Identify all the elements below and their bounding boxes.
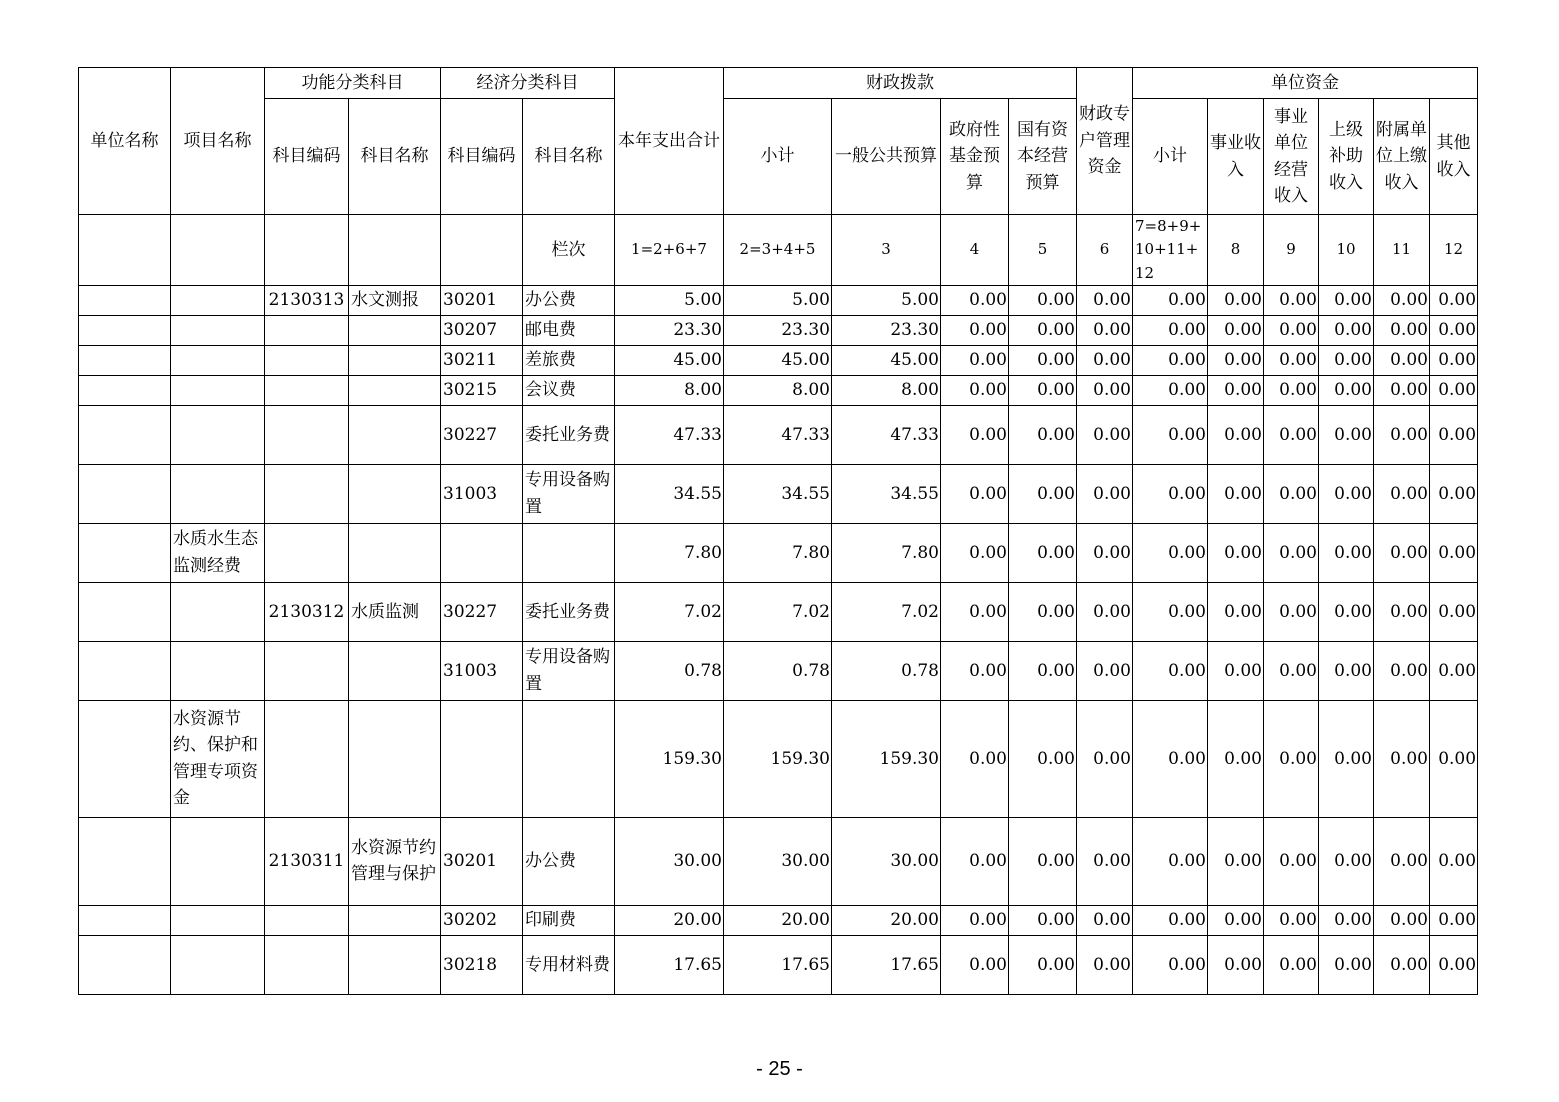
cell-amount-col-5: 0.00: [1009, 582, 1077, 641]
column-number-cell: 3: [832, 215, 941, 286]
cell-amount-col-2: 7.02: [724, 582, 832, 641]
cell-amount-col-3: 7.02: [832, 582, 941, 641]
cell-unit-name: [79, 935, 171, 994]
cell-amount-col-9: 0.00: [1264, 817, 1319, 905]
cell-unit-name: [79, 641, 171, 700]
cell-amount-col-12: 0.00: [1430, 523, 1478, 582]
cell-amount-col-3: 23.30: [832, 315, 941, 345]
cell-project-name: [171, 817, 265, 905]
cell-amount-col-6: 0.00: [1077, 817, 1133, 905]
cell-project-name: [171, 905, 265, 935]
cell-amount-col-3: 30.00: [832, 817, 941, 905]
cell-amount-col-3: 0.78: [832, 641, 941, 700]
cell-amount-col-8: 0.00: [1208, 375, 1264, 405]
cell-amount-col-3: 159.30: [832, 700, 941, 817]
cell-amount-col-3: 5.00: [832, 285, 941, 315]
cell-econ-code: 31003: [441, 641, 523, 700]
cell-func-name: [349, 700, 441, 817]
cell-project-name: [171, 641, 265, 700]
header-business-operating-income: 事业单位经营收入: [1264, 99, 1319, 215]
cell-econ-name: 会议费: [523, 375, 615, 405]
cell-amount-col-9: 0.00: [1264, 375, 1319, 405]
cell-amount-col-11: 0.00: [1374, 935, 1430, 994]
cell-amount-col-10: 0.00: [1319, 523, 1374, 582]
cell-econ-code: 30201: [441, 285, 523, 315]
cell-amount-col-1: 34.55: [615, 464, 724, 523]
cell-amount-col-11: 0.00: [1374, 905, 1430, 935]
column-number-cell: 12: [1430, 215, 1478, 286]
cell-amount-col-8: 0.00: [1208, 935, 1264, 994]
cell-amount-col-6: 0.00: [1077, 464, 1133, 523]
cell-project-name: [171, 405, 265, 464]
cell-amount-col-1: 30.00: [615, 817, 724, 905]
cell-econ-name: 办公费: [523, 817, 615, 905]
table-row: [79, 405, 1478, 464]
column-number-cell: 6: [1077, 215, 1133, 286]
cell-amount-col-6: 0.00: [1077, 905, 1133, 935]
cell-amount-col-7: 0.00: [1133, 582, 1208, 641]
header-fiscal-appropriation: 财政拨款: [724, 68, 1077, 99]
cell-project-name: 水质水生态监测经费: [171, 523, 265, 582]
cell-unit-name: [79, 315, 171, 345]
table-row: [79, 523, 1478, 582]
cell-amount-col-4: 0.00: [941, 905, 1009, 935]
cell-econ-name: 专用材料费: [523, 935, 615, 994]
cell-amount-col-8: 0.00: [1208, 345, 1264, 375]
cell-amount-col-2: 45.00: [724, 345, 832, 375]
cell-amount-col-1: 159.30: [615, 700, 724, 817]
cell-amount-col-11: 0.00: [1374, 375, 1430, 405]
cell-amount-col-12: 0.00: [1430, 405, 1478, 464]
cell-econ-name: 委托业务费: [523, 405, 615, 464]
cell-amount-col-1: 17.65: [615, 935, 724, 994]
table-row: [79, 375, 1478, 405]
cell-project-name: [171, 935, 265, 994]
header-other-income: 其他收入: [1430, 99, 1478, 215]
cell-econ-name: 印刷费: [523, 905, 615, 935]
cell-amount-col-3: 17.65: [832, 935, 941, 994]
cell-econ-code: [441, 523, 523, 582]
cell-econ-code: 30227: [441, 582, 523, 641]
cell-amount-col-8: 0.00: [1208, 464, 1264, 523]
cell-econ-code: 30201: [441, 817, 523, 905]
cell-func-code: [265, 464, 349, 523]
table-row: [79, 700, 1478, 817]
cell-amount-col-11: 0.00: [1374, 641, 1430, 700]
cell-amount-col-9: 0.00: [1264, 523, 1319, 582]
table-row: [79, 905, 1478, 935]
cell-func-code: [265, 375, 349, 405]
cell-unit-name: [79, 464, 171, 523]
cell-amount-col-5: 0.00: [1009, 375, 1077, 405]
cell-amount-col-10: 0.00: [1319, 285, 1374, 315]
header-project-name: 项目名称: [171, 68, 265, 215]
cell-func-code: [265, 700, 349, 817]
cell-amount-col-5: 0.00: [1009, 700, 1077, 817]
cell-unit-name: [79, 523, 171, 582]
cell-amount-col-5: 0.00: [1009, 285, 1077, 315]
cell-amount-col-1: 0.78: [615, 641, 724, 700]
cell-amount-col-10: 0.00: [1319, 905, 1374, 935]
cell-unit-name: [79, 700, 171, 817]
cell-amount-col-5: 0.00: [1009, 817, 1077, 905]
cell-amount-col-2: 17.65: [724, 935, 832, 994]
cell-amount-col-7: 0.00: [1133, 641, 1208, 700]
cell-func-name: [349, 464, 441, 523]
header-economic-classification: 经济分类科目: [441, 68, 615, 99]
cell-econ-name: [523, 700, 615, 817]
cell-amount-col-3: 7.80: [832, 523, 941, 582]
column-number-cell: 2=3+4+5: [724, 215, 832, 286]
cell-amount-col-9: 0.00: [1264, 405, 1319, 464]
column-number-cell: 1=2+6+7: [615, 215, 724, 286]
cell-amount-col-1: 45.00: [615, 345, 724, 375]
cell-econ-code: 30202: [441, 905, 523, 935]
cell-amount-col-3: 34.55: [832, 464, 941, 523]
cell-amount-col-1: 7.02: [615, 582, 724, 641]
cell-amount-col-11: 0.00: [1374, 523, 1430, 582]
cell-amount-col-12: 0.00: [1430, 905, 1478, 935]
cell-func-code: [265, 641, 349, 700]
table-row: [79, 582, 1478, 641]
cell-amount-col-4: 0.00: [941, 817, 1009, 905]
cell-amount-col-4: 0.00: [941, 523, 1009, 582]
table-row: [79, 641, 1478, 700]
cell-amount-col-5: 0.00: [1009, 523, 1077, 582]
cell-amount-col-11: 0.00: [1374, 700, 1430, 817]
cell-amount-col-9: 0.00: [1264, 935, 1319, 994]
table-row: [79, 464, 1478, 523]
cell-amount-col-3: 20.00: [832, 905, 941, 935]
cell-amount-col-12: 0.00: [1430, 817, 1478, 905]
cell-amount-col-8: 0.00: [1208, 315, 1264, 345]
cell-amount-col-7: 0.00: [1133, 905, 1208, 935]
cell-amount-col-5: 0.00: [1009, 641, 1077, 700]
cell-econ-code: 31003: [441, 464, 523, 523]
cell-amount-col-6: 0.00: [1077, 641, 1133, 700]
cell-unit-name: [79, 582, 171, 641]
cell-amount-col-9: 0.00: [1264, 700, 1319, 817]
cell-econ-name: 差旅费: [523, 345, 615, 375]
cell-econ-code: 30227: [441, 405, 523, 464]
cell-amount-col-5: 0.00: [1009, 405, 1077, 464]
header-func-subject-name: 科目名称: [349, 99, 441, 215]
header-econ-subject-name: 科目名称: [523, 99, 615, 215]
cell-amount-col-7: 0.00: [1133, 375, 1208, 405]
cell-amount-col-5: 0.00: [1009, 315, 1077, 345]
column-number-label: 栏次: [523, 215, 615, 286]
cell-amount-col-2: 23.30: [724, 315, 832, 345]
cell-amount-col-4: 0.00: [941, 345, 1009, 375]
cell-amount-col-7: 0.00: [1133, 345, 1208, 375]
cell-amount-col-11: 0.00: [1374, 582, 1430, 641]
column-number-cell: 7=8+9+10+11+12: [1133, 215, 1208, 286]
header-fiscal-special-account: 财政专户管理资金: [1077, 68, 1133, 215]
cell-amount-col-11: 0.00: [1374, 315, 1430, 345]
cell-amount-col-12: 0.00: [1430, 315, 1478, 345]
header-state-capital-budget: 国有资本经营预算: [1009, 99, 1077, 215]
column-number-cell: [441, 215, 523, 286]
cell-amount-col-8: 0.00: [1208, 405, 1264, 464]
header-general-public-budget: 一般公共预算: [832, 99, 941, 215]
cell-econ-code: 30211: [441, 345, 523, 375]
cell-project-name: [171, 464, 265, 523]
cell-econ-name: 邮电费: [523, 315, 615, 345]
cell-amount-col-4: 0.00: [941, 700, 1009, 817]
cell-amount-col-7: 0.00: [1133, 285, 1208, 315]
cell-func-code: [265, 405, 349, 464]
cell-amount-col-11: 0.00: [1374, 817, 1430, 905]
cell-amount-col-7: 0.00: [1133, 817, 1208, 905]
cell-amount-col-10: 0.00: [1319, 375, 1374, 405]
cell-amount-col-8: 0.00: [1208, 700, 1264, 817]
cell-econ-code: 30218: [441, 935, 523, 994]
cell-project-name: [171, 315, 265, 345]
header-superior-subsidy: 上级补助收入: [1319, 99, 1374, 215]
column-number-cell: 4: [941, 215, 1009, 286]
cell-func-code: 2130313: [265, 285, 349, 315]
header-unit-subtotal: 小计: [1133, 99, 1208, 215]
table-row: [79, 315, 1478, 345]
cell-econ-code: 30215: [441, 375, 523, 405]
cell-amount-col-7: 0.00: [1133, 315, 1208, 345]
cell-econ-name: 专用设备购置: [523, 641, 615, 700]
cell-amount-col-2: 47.33: [724, 405, 832, 464]
cell-amount-col-9: 0.00: [1264, 285, 1319, 315]
cell-amount-col-2: 34.55: [724, 464, 832, 523]
cell-amount-col-7: 0.00: [1133, 405, 1208, 464]
cell-func-code: [265, 905, 349, 935]
cell-func-code: [265, 523, 349, 582]
cell-unit-name: [79, 905, 171, 935]
cell-amount-col-7: 0.00: [1133, 523, 1208, 582]
cell-amount-col-6: 0.00: [1077, 582, 1133, 641]
header-function-classification: 功能分类科目: [265, 68, 441, 99]
cell-amount-col-12: 0.00: [1430, 700, 1478, 817]
cell-amount-col-9: 0.00: [1264, 641, 1319, 700]
header-func-subject-code: 科目编码: [265, 99, 349, 215]
cell-func-code: [265, 345, 349, 375]
cell-amount-col-6: 0.00: [1077, 345, 1133, 375]
cell-amount-col-9: 0.00: [1264, 582, 1319, 641]
column-number-cell: 10: [1319, 215, 1374, 286]
table-body: [79, 285, 1478, 994]
cell-amount-col-4: 0.00: [941, 641, 1009, 700]
budget-expenditure-table: [78, 67, 1478, 995]
cell-amount-col-12: 0.00: [1430, 375, 1478, 405]
cell-unit-name: [79, 405, 171, 464]
cell-amount-col-7: 0.00: [1133, 700, 1208, 817]
column-number-cell: [265, 215, 349, 286]
cell-amount-col-12: 0.00: [1430, 464, 1478, 523]
cell-func-name: [349, 315, 441, 345]
cell-func-name: 水资源节约管理与保护: [349, 817, 441, 905]
cell-amount-col-1: 20.00: [615, 905, 724, 935]
cell-amount-col-8: 0.00: [1208, 582, 1264, 641]
cell-amount-col-3: 8.00: [832, 375, 941, 405]
cell-func-code: [265, 315, 349, 345]
column-number-cell: 8: [1208, 215, 1264, 286]
cell-econ-name: 办公费: [523, 285, 615, 315]
cell-amount-col-6: 0.00: [1077, 315, 1133, 345]
cell-amount-col-10: 0.00: [1319, 935, 1374, 994]
cell-amount-col-8: 0.00: [1208, 905, 1264, 935]
cell-func-name: [349, 523, 441, 582]
cell-amount-col-8: 0.00: [1208, 641, 1264, 700]
column-number-cell: [171, 215, 265, 286]
cell-amount-col-5: 0.00: [1009, 345, 1077, 375]
cell-econ-code: 30207: [441, 315, 523, 345]
cell-amount-col-6: 0.00: [1077, 700, 1133, 817]
cell-amount-col-10: 0.00: [1319, 700, 1374, 817]
cell-amount-col-9: 0.00: [1264, 905, 1319, 935]
cell-amount-col-12: 0.00: [1430, 641, 1478, 700]
cell-project-name: [171, 345, 265, 375]
cell-amount-col-7: 0.00: [1133, 935, 1208, 994]
cell-amount-col-4: 0.00: [941, 582, 1009, 641]
cell-amount-col-8: 0.00: [1208, 817, 1264, 905]
cell-amount-col-5: 0.00: [1009, 905, 1077, 935]
cell-unit-name: [79, 817, 171, 905]
cell-amount-col-12: 0.00: [1430, 582, 1478, 641]
cell-amount-col-12: 0.00: [1430, 285, 1478, 315]
cell-econ-name: 专用设备购置: [523, 464, 615, 523]
column-number-cell: [79, 215, 171, 286]
page-number: - 25 -: [756, 1058, 803, 1080]
cell-project-name: [171, 375, 265, 405]
header-fiscal-subtotal: 小计: [724, 99, 832, 215]
cell-amount-col-5: 0.00: [1009, 464, 1077, 523]
cell-amount-col-3: 47.33: [832, 405, 941, 464]
cell-amount-col-4: 0.00: [941, 935, 1009, 994]
cell-amount-col-12: 0.00: [1430, 935, 1478, 994]
cell-func-name: [349, 345, 441, 375]
cell-project-name: [171, 285, 265, 315]
cell-amount-col-10: 0.00: [1319, 315, 1374, 345]
column-number-cell: 11: [1374, 215, 1430, 286]
cell-amount-col-8: 0.00: [1208, 285, 1264, 315]
header-affiliated-remittance: 附属单位上缴收入: [1374, 99, 1430, 215]
cell-amount-col-1: 8.00: [615, 375, 724, 405]
cell-func-name: [349, 641, 441, 700]
cell-func-name: [349, 405, 441, 464]
column-number-cell: [349, 215, 441, 286]
cell-amount-col-10: 0.00: [1319, 345, 1374, 375]
cell-amount-col-9: 0.00: [1264, 345, 1319, 375]
cell-amount-col-4: 0.00: [941, 285, 1009, 315]
cell-func-name: 水质监测: [349, 582, 441, 641]
header-econ-subject-code: 科目编码: [441, 99, 523, 215]
cell-func-name: [349, 935, 441, 994]
cell-amount-col-6: 0.00: [1077, 523, 1133, 582]
cell-amount-col-4: 0.00: [941, 315, 1009, 345]
cell-amount-col-9: 0.00: [1264, 315, 1319, 345]
cell-amount-col-2: 159.30: [724, 700, 832, 817]
cell-amount-col-6: 0.00: [1077, 405, 1133, 464]
table-row: [79, 935, 1478, 994]
cell-econ-code: [441, 700, 523, 817]
cell-amount-col-10: 0.00: [1319, 464, 1374, 523]
table-row: [79, 285, 1478, 315]
cell-amount-col-2: 7.80: [724, 523, 832, 582]
cell-amount-col-10: 0.00: [1319, 582, 1374, 641]
cell-amount-col-11: 0.00: [1374, 464, 1430, 523]
table-row: [79, 817, 1478, 905]
cell-project-name: 水资源节约、保护和管理专项资金: [171, 700, 265, 817]
cell-amount-col-4: 0.00: [941, 464, 1009, 523]
column-number-cell: 9: [1264, 215, 1319, 286]
cell-func-name: 水文测报: [349, 285, 441, 315]
header-unit-funds: 单位资金: [1133, 68, 1478, 99]
cell-project-name: [171, 582, 265, 641]
cell-amount-col-3: 45.00: [832, 345, 941, 375]
cell-amount-col-9: 0.00: [1264, 464, 1319, 523]
cell-amount-col-2: 8.00: [724, 375, 832, 405]
cell-amount-col-2: 30.00: [724, 817, 832, 905]
cell-amount-col-2: 0.78: [724, 641, 832, 700]
cell-amount-col-2: 20.00: [724, 905, 832, 935]
cell-amount-col-12: 0.00: [1430, 345, 1478, 375]
header-unit-name: 单位名称: [79, 68, 171, 215]
cell-amount-col-4: 0.00: [941, 375, 1009, 405]
header-business-income: 事业收入: [1208, 99, 1264, 215]
cell-func-code: 2130312: [265, 582, 349, 641]
cell-econ-name: 委托业务费: [523, 582, 615, 641]
cell-amount-col-8: 0.00: [1208, 523, 1264, 582]
cell-func-name: [349, 905, 441, 935]
cell-func-name: [349, 375, 441, 405]
cell-amount-col-1: 5.00: [615, 285, 724, 315]
cell-unit-name: [79, 345, 171, 375]
header-total-expenditure: 本年支出合计: [615, 68, 724, 215]
cell-amount-col-10: 0.00: [1319, 641, 1374, 700]
cell-unit-name: [79, 285, 171, 315]
header-government-fund-budget: 政府性基金预算: [941, 99, 1009, 215]
cell-econ-name: [523, 523, 615, 582]
cell-amount-col-2: 5.00: [724, 285, 832, 315]
table-row: [79, 345, 1478, 375]
cell-amount-col-5: 0.00: [1009, 935, 1077, 994]
cell-amount-col-6: 0.00: [1077, 375, 1133, 405]
table-header: [79, 68, 1478, 286]
cell-amount-col-6: 0.00: [1077, 935, 1133, 994]
cell-amount-col-1: 23.30: [615, 315, 724, 345]
cell-amount-col-6: 0.00: [1077, 285, 1133, 315]
cell-amount-col-10: 0.00: [1319, 405, 1374, 464]
cell-amount-col-4: 0.00: [941, 405, 1009, 464]
cell-unit-name: [79, 375, 171, 405]
cell-amount-col-1: 7.80: [615, 523, 724, 582]
cell-func-code: [265, 935, 349, 994]
cell-amount-col-11: 0.00: [1374, 285, 1430, 315]
cell-amount-col-10: 0.00: [1319, 817, 1374, 905]
cell-func-code: 2130311: [265, 817, 349, 905]
cell-amount-col-1: 47.33: [615, 405, 724, 464]
column-number-row: [79, 215, 1478, 286]
cell-amount-col-7: 0.00: [1133, 464, 1208, 523]
cell-amount-col-11: 0.00: [1374, 405, 1430, 464]
column-number-cell: 5: [1009, 215, 1077, 286]
cell-amount-col-11: 0.00: [1374, 345, 1430, 375]
